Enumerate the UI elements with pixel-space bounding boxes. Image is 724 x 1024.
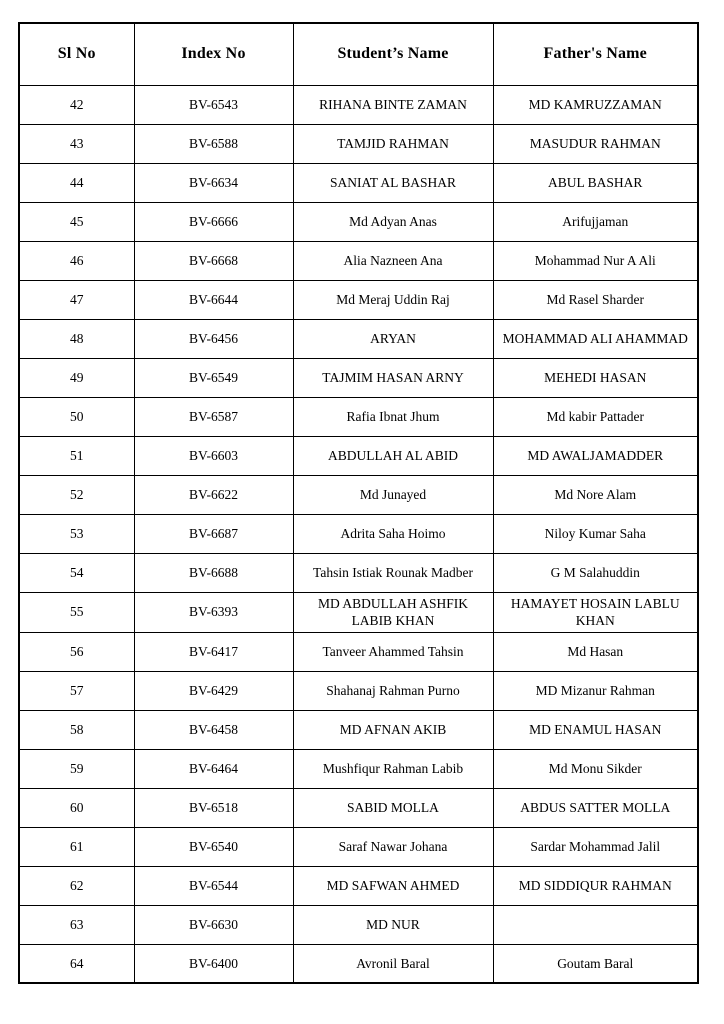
cell-index-no: BV-6544 bbox=[134, 866, 293, 905]
cell-student-name: TAJMIM HASAN ARNY bbox=[293, 358, 493, 397]
cell-student-name: Tanveer Ahammed Tahsin bbox=[293, 632, 493, 671]
cell-sl-no: 59 bbox=[19, 749, 134, 788]
table-row bbox=[19, 241, 698, 280]
cell-sl-no: 43 bbox=[19, 124, 134, 163]
cell-student-name: Mushfiqur Rahman Labib bbox=[293, 749, 493, 788]
table-row bbox=[19, 85, 698, 124]
cell-sl-no: 45 bbox=[19, 202, 134, 241]
table-row bbox=[19, 866, 698, 905]
cell-father-name: MASUDUR RAHMAN bbox=[493, 124, 698, 163]
cell-index-no: BV-6687 bbox=[134, 514, 293, 553]
cell-sl-no: 52 bbox=[19, 475, 134, 514]
cell-index-no: BV-6417 bbox=[134, 632, 293, 671]
table-row bbox=[19, 202, 698, 241]
cell-sl-no: 57 bbox=[19, 671, 134, 710]
table-row bbox=[19, 827, 698, 866]
cell-student-name: Avronil Baral bbox=[293, 944, 493, 983]
cell-student-name: MD NUR bbox=[293, 905, 493, 944]
table-row bbox=[19, 280, 698, 319]
table-row bbox=[19, 710, 698, 749]
student-roster-table bbox=[18, 22, 699, 984]
table-row bbox=[19, 592, 698, 632]
cell-father-name: Md Rasel Sharder bbox=[493, 280, 698, 319]
column-header-sl-no: Sl No bbox=[19, 23, 134, 85]
cell-father-name: MD SIDDIQUR RAHMAN bbox=[493, 866, 698, 905]
cell-student-name: RIHANA BINTE ZAMAN bbox=[293, 85, 493, 124]
cell-index-no: BV-6644 bbox=[134, 280, 293, 319]
cell-father-name: ABUL BASHAR bbox=[493, 163, 698, 202]
cell-index-no: BV-6588 bbox=[134, 124, 293, 163]
cell-student-name: Tahsin Istiak Rounak Madber bbox=[293, 553, 493, 592]
cell-index-no: BV-6688 bbox=[134, 553, 293, 592]
cell-student-name: Shahanaj Rahman Purno bbox=[293, 671, 493, 710]
cell-student-name: SANIAT AL BASHAR bbox=[293, 163, 493, 202]
cell-father-name: Md kabir Pattader bbox=[493, 397, 698, 436]
cell-sl-no: 62 bbox=[19, 866, 134, 905]
cell-father-name: MD KAMRUZZAMAN bbox=[493, 85, 698, 124]
cell-student-name: MD ABDULLAH ASHFIK LABIB KHAN bbox=[293, 592, 493, 632]
cell-index-no: BV-6668 bbox=[134, 241, 293, 280]
cell-father-name: Mohammad Nur A Ali bbox=[493, 241, 698, 280]
cell-student-name: Rafia Ibnat Jhum bbox=[293, 397, 493, 436]
cell-index-no: BV-6393 bbox=[134, 592, 293, 632]
cell-father-name: Goutam Baral bbox=[493, 944, 698, 983]
table-body bbox=[19, 85, 698, 983]
cell-father-name: MD Mizanur Rahman bbox=[493, 671, 698, 710]
cell-sl-no: 44 bbox=[19, 163, 134, 202]
cell-student-name: MD AFNAN AKIB bbox=[293, 710, 493, 749]
table-row bbox=[19, 514, 698, 553]
cell-sl-no: 46 bbox=[19, 241, 134, 280]
cell-index-no: BV-6634 bbox=[134, 163, 293, 202]
cell-father-name: Md Monu Sikder bbox=[493, 749, 698, 788]
cell-index-no: BV-6622 bbox=[134, 475, 293, 514]
table-row bbox=[19, 124, 698, 163]
table-row bbox=[19, 397, 698, 436]
cell-sl-no: 58 bbox=[19, 710, 134, 749]
cell-sl-no: 47 bbox=[19, 280, 134, 319]
cell-father-name: Md Hasan bbox=[493, 632, 698, 671]
table-row bbox=[19, 475, 698, 514]
table-row bbox=[19, 905, 698, 944]
cell-father-name: G M Salahuddin bbox=[493, 553, 698, 592]
cell-student-name: TAMJID RAHMAN bbox=[293, 124, 493, 163]
cell-father-name: MD ENAMUL HASAN bbox=[493, 710, 698, 749]
cell-index-no: BV-6666 bbox=[134, 202, 293, 241]
cell-student-name: Md Meraj Uddin Raj bbox=[293, 280, 493, 319]
column-header-student-name: Student’s Name bbox=[293, 23, 493, 85]
column-header-father-name: Father's Name bbox=[493, 23, 698, 85]
cell-index-no: BV-6400 bbox=[134, 944, 293, 983]
cell-father-name: MD AWALJAMADDER bbox=[493, 436, 698, 475]
cell-sl-no: 61 bbox=[19, 827, 134, 866]
cell-index-no: BV-6458 bbox=[134, 710, 293, 749]
cell-father-name: HAMAYET HOSAIN LABLU KHAN bbox=[493, 592, 698, 632]
cell-index-no: BV-6464 bbox=[134, 749, 293, 788]
cell-sl-no: 49 bbox=[19, 358, 134, 397]
cell-sl-no: 56 bbox=[19, 632, 134, 671]
cell-index-no: BV-6630 bbox=[134, 905, 293, 944]
table-row bbox=[19, 436, 698, 475]
header-row bbox=[19, 23, 698, 85]
cell-sl-no: 55 bbox=[19, 592, 134, 632]
cell-sl-no: 64 bbox=[19, 944, 134, 983]
cell-father-name: MOHAMMAD ALI AHAMMAD bbox=[493, 319, 698, 358]
cell-index-no: BV-6456 bbox=[134, 319, 293, 358]
cell-student-name: Adrita Saha Hoimo bbox=[293, 514, 493, 553]
cell-father-name: Sardar Mohammad Jalil bbox=[493, 827, 698, 866]
table-row bbox=[19, 788, 698, 827]
cell-student-name: ABDULLAH AL ABID bbox=[293, 436, 493, 475]
cell-sl-no: 48 bbox=[19, 319, 134, 358]
table-row bbox=[19, 163, 698, 202]
cell-sl-no: 54 bbox=[19, 553, 134, 592]
cell-sl-no: 53 bbox=[19, 514, 134, 553]
cell-sl-no: 50 bbox=[19, 397, 134, 436]
cell-student-name: SABID MOLLA bbox=[293, 788, 493, 827]
table-row bbox=[19, 671, 698, 710]
cell-father-name: Md Nore Alam bbox=[493, 475, 698, 514]
cell-index-no: BV-6543 bbox=[134, 85, 293, 124]
cell-sl-no: 51 bbox=[19, 436, 134, 475]
cell-index-no: BV-6518 bbox=[134, 788, 293, 827]
column-header-index-no: Index No bbox=[134, 23, 293, 85]
cell-father-name: ABDUS SATTER MOLLA bbox=[493, 788, 698, 827]
table-row bbox=[19, 749, 698, 788]
table-row bbox=[19, 358, 698, 397]
cell-sl-no: 63 bbox=[19, 905, 134, 944]
cell-student-name: Saraf Nawar Johana bbox=[293, 827, 493, 866]
cell-sl-no: 60 bbox=[19, 788, 134, 827]
table-row bbox=[19, 319, 698, 358]
cell-student-name: Md Adyan Anas bbox=[293, 202, 493, 241]
table-row bbox=[19, 553, 698, 592]
cell-index-no: BV-6587 bbox=[134, 397, 293, 436]
cell-student-name: Alia Nazneen Ana bbox=[293, 241, 493, 280]
table-row bbox=[19, 632, 698, 671]
table-row bbox=[19, 944, 698, 983]
cell-father-name bbox=[493, 905, 698, 944]
cell-index-no: BV-6549 bbox=[134, 358, 293, 397]
cell-father-name: Niloy Kumar Saha bbox=[493, 514, 698, 553]
cell-father-name: MEHEDI HASAN bbox=[493, 358, 698, 397]
cell-student-name: Md Junayed bbox=[293, 475, 493, 514]
cell-sl-no: 42 bbox=[19, 85, 134, 124]
cell-index-no: BV-6603 bbox=[134, 436, 293, 475]
cell-index-no: BV-6540 bbox=[134, 827, 293, 866]
cell-student-name: MD SAFWAN AHMED bbox=[293, 866, 493, 905]
cell-student-name: ARYAN bbox=[293, 319, 493, 358]
cell-father-name: Arifujjaman bbox=[493, 202, 698, 241]
cell-index-no: BV-6429 bbox=[134, 671, 293, 710]
